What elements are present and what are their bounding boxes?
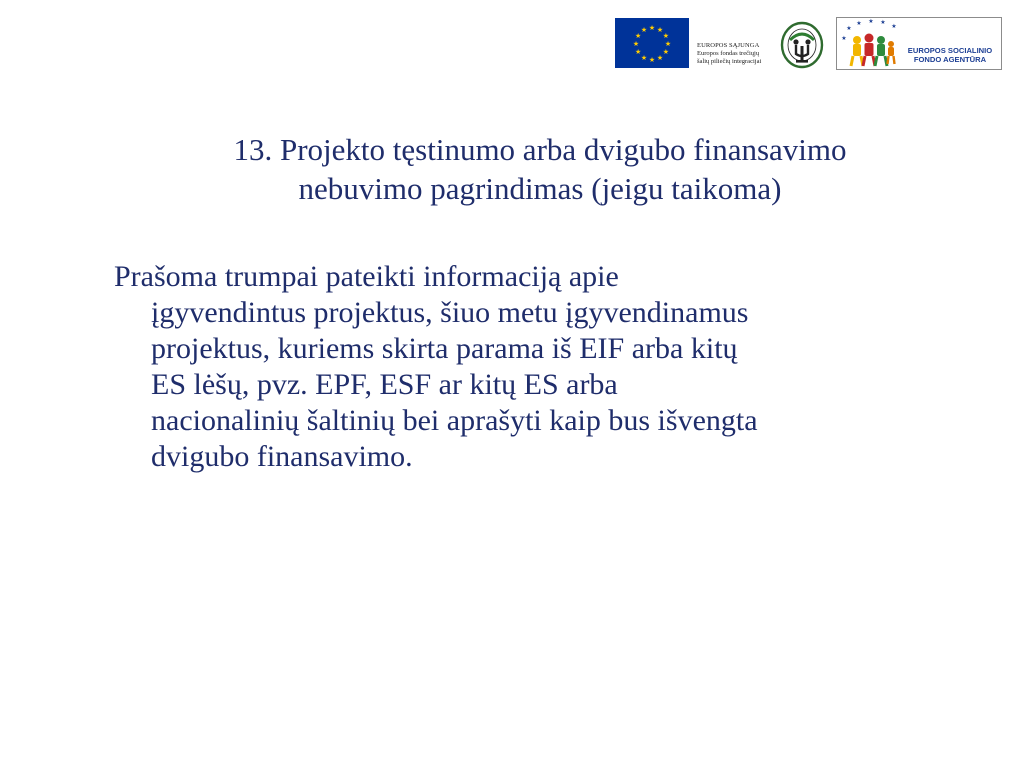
svg-text:★: ★ <box>632 40 640 48</box>
esfa-logo <box>836 17 1002 70</box>
svg-text:★: ★ <box>656 53 664 62</box>
body-line: ES lėšų, pvz. EPF, ESF ar kitų ES arba <box>151 368 618 401</box>
svg-text:★: ★ <box>640 26 648 35</box>
eu-fund-line: šalių piliečių integracijai <box>697 58 762 65</box>
svg-text:★: ★ <box>664 40 672 48</box>
body-line: įgyvendintus projektus, šiuo metu įgyvendinamus <box>151 296 749 329</box>
body-line: projektus, kuriems skirta parama iš EIF arba kitų <box>151 332 738 365</box>
svg-text:★: ★ <box>634 32 642 40</box>
eu-flag-icon <box>615 18 689 68</box>
svg-text:★: ★ <box>662 48 670 56</box>
svg-text:★: ★ <box>656 26 664 35</box>
svg-text:★: ★ <box>640 53 648 62</box>
slide-title <box>80 130 1000 208</box>
svg-text:★: ★ <box>880 19 886 26</box>
svg-text:★: ★ <box>846 25 852 32</box>
eu-fund-line: Europos fondas trečiųjų <box>697 50 760 57</box>
svg-text:★: ★ <box>648 24 656 32</box>
svg-text:★: ★ <box>856 20 862 27</box>
svg-text:★: ★ <box>891 23 897 30</box>
svg-text:★: ★ <box>634 48 642 56</box>
header-logos <box>614 16 1004 72</box>
slide-body <box>114 259 994 475</box>
svg-text:★: ★ <box>648 56 656 64</box>
eu-fund-caption <box>697 42 761 66</box>
title-line: nebuvimo pagrindimas (jeigu taikoma) <box>298 171 782 206</box>
esfa-name-line: FONDO AGENTŪRA <box>913 54 987 64</box>
body-line: nacionalinių šaltinių bei aprašyti kaip bus išvengta <box>151 404 758 437</box>
esfa-people-icon <box>839 18 901 69</box>
title-line: 13. Projekto tęstinumo arba dvigubo finansavimo <box>233 132 847 167</box>
svg-text:★: ★ <box>841 35 847 42</box>
body-line: Prašoma trumpai pateikti informaciją apie <box>114 260 619 293</box>
svg-text:★: ★ <box>868 18 874 25</box>
ministry-seal-icon <box>779 20 825 70</box>
eu-name: EUROPOS SĄJUNGA <box>697 42 760 49</box>
esfa-caption <box>901 47 999 64</box>
esfa-name-line: EUROPOS SOCIALINIO <box>907 46 993 55</box>
svg-text:★: ★ <box>662 32 670 40</box>
body-line: dvigubo finansavimo. <box>151 440 413 473</box>
